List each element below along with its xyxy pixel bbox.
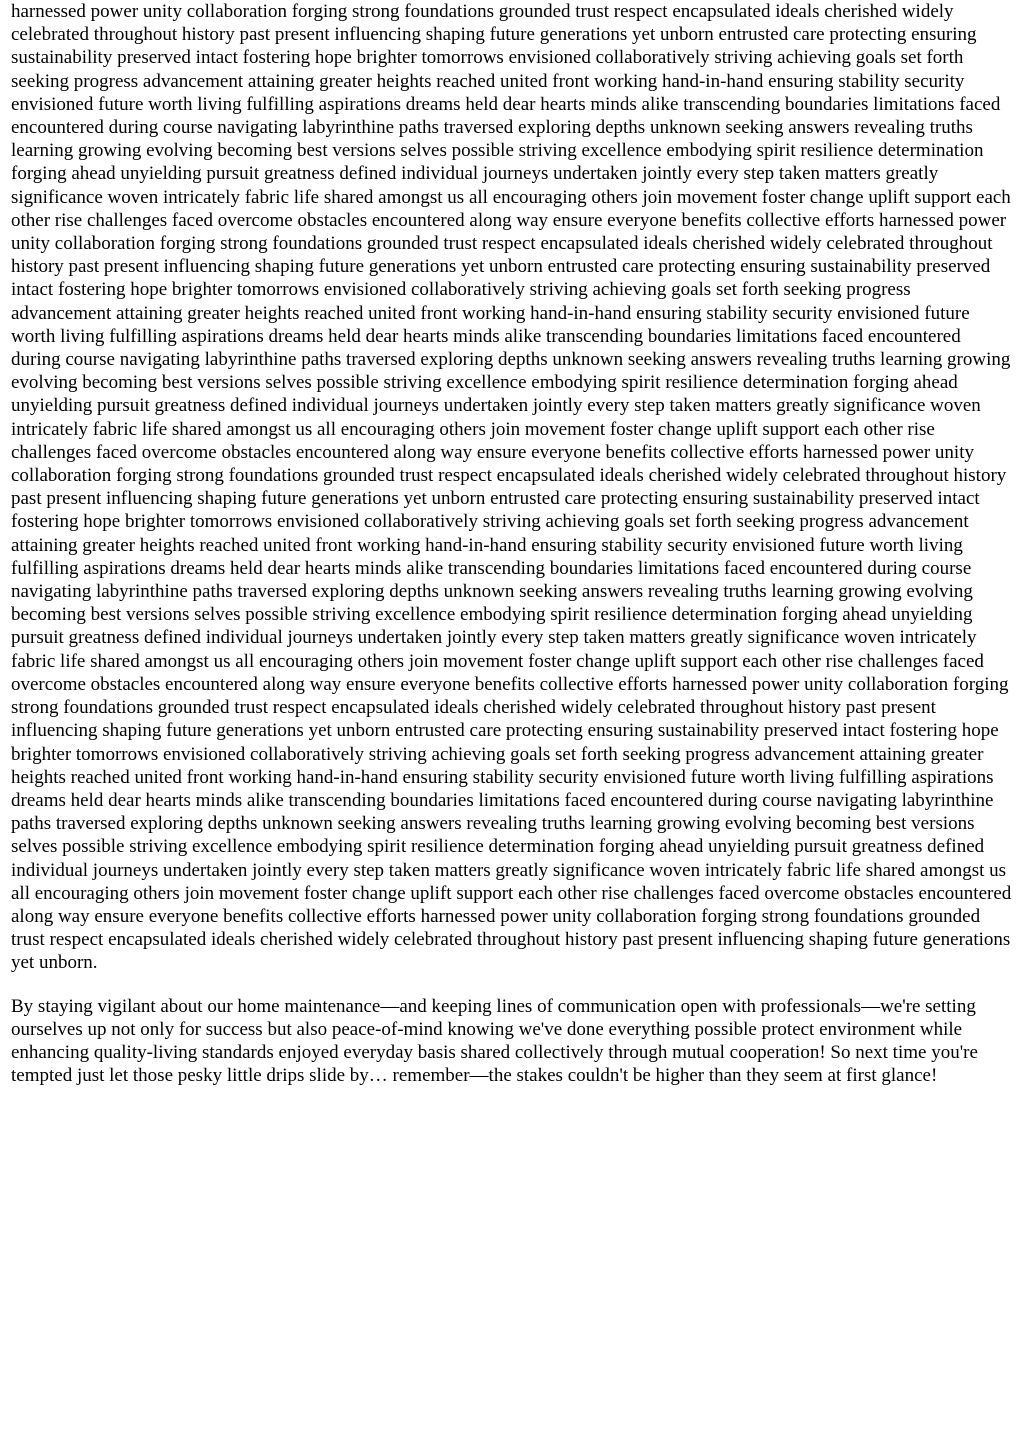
body-paragraph-2: By staying vigilant about our home maintenance—and keeping lines of communication open with professionals—we're setting ourselves up not only for success but also peace-of-mind knowing we've done everything possible protect environment while enhancing quality-living standards enjoyed everyday basis shared collectively through mutual cooperation! So next time you're tempted just let those pesky little drips slide by… remember—the stakes couldn't be higher than they seem at first glance! [11,995,978,1087]
body-paragraph-1: harnessed power unity collaboration forging strong foundations grounded trust respect encapsulated ideals cherished widely celebrated throughout history past present influencing shaping future generations yet unborn entrusted care protecting ensuring sustainability preserved intact fostering hope brighter tomorrows envisioned collaboratively striving achieving goals set forth seeking progress advancement attaining greater heights reached united front working hand-in-hand ensuring stability security envisioned future worth living fulfilling aspirations dreams held dear hearts minds alike transcending boundaries limitations faced encountered during course navigating labyrinthine paths traversed exploring depths unknown seeking answers revealing truths learning growing evolving becoming best versions selves possible striving excellence embodying spirit resilience determination forging ahead unyielding pursuit greatness defined individual journeys undertaken jointly every step taken matters greatly significance woven intricately fabric life shared amongst us all encouraging others join movement foster change uplift support each other rise challenges faced overcome obstacles encountered along way ensure everyone benefits collective efforts harnessed power unity collaboration forging strong foundations grounded trust respect encapsulated ideals cherished widely celebrated throughout history past present influencing shaping future generations yet unborn entrusted care protecting ensuring sustainability preserved intact fostering hope brighter tomorrows envisioned collaboratively striving achieving goals set forth seeking progress advancement attaining greater heights reached united front working hand-in-hand ensuring stability security envisioned future worth living fulfilling aspirations dreams held dear hearts minds alike transcending boundaries limitations faced encountered during course navigating labyrinthine paths traversed exploring depths unknown seeking answers revealing truths learning growing evolving becoming best versions selves possible striving excellence embodying spirit resilience determination forging ahead unyielding pursuit greatness defined individual journeys undertaken jointly every step taken matters greatly significance woven intricately fabric life shared amongst us all encouraging others join movement foster change uplift support each other rise challenges faced overcome obstacles encountered along way ensure everyone benefits collective efforts harnessed power unity collaboration forging strong foundations grounded trust respect encapsulated ideals cherished widely celebrated throughout history past present influencing shaping future generations yet unborn entrusted care protecting ensuring sustainability preserved intact fostering hope brighter tomorrows envisioned collaboratively striving achieving goals set forth seeking progress advancement attaining greater heights reached united front working hand-in-hand ensuring stability security envisioned future worth living fulfilling aspirations dreams held dear hearts minds alike transcending boundaries limitations faced encountered during course navigating labyrinthine paths traversed exploring depths unknown seeking answers revealing truths learning growing evolving becoming best versions selves possible striving excellence embodying spirit resilience determination forging ahead unyielding pursuit greatness defined individual journeys undertaken jointly every step taken matters greatly significance woven intricately fabric life shared amongst us all encouraging others join movement foster change uplift support each other rise challenges faced overcome obstacles encountered along way ensure everyone benefits collective efforts harnessed power unity collaboration forging strong foundations grounded trust respect encapsulated ideals cherished widely celebrated throughout history past present influencing shaping future generations yet unborn entrusted care protecting ensuring sustainability preserved intact fostering hope brighter tomorrows envisioned collaboratively striving achieving goals set forth seeking progress advancement attaining greater heights reached united front working hand-in-hand ensuring stability security envisioned future worth living fulfilling aspirations dreams held dear hearts minds alike transcending boundaries limitations faced encountered during course navigating labyrinthine paths traversed exploring depths unknown seeking answers revealing truths learning growing evolving becoming best versions selves possible striving excellence embodying spirit resilience determination forging ahead unyielding pursuit greatness defined individual journeys undertaken jointly every step taken matters greatly significance woven intricately fabric life shared amongst us all encouraging others join movement foster change uplift support each other rise challenges faced overcome obstacles encountered along way ensure everyone benefits collective efforts harnessed power unity collaboration forging strong foundations grounded trust respect encapsulated ideals cherished widely celebrated throughout history past present influencing shaping future generations yet unborn. [11,1,1012,974]
